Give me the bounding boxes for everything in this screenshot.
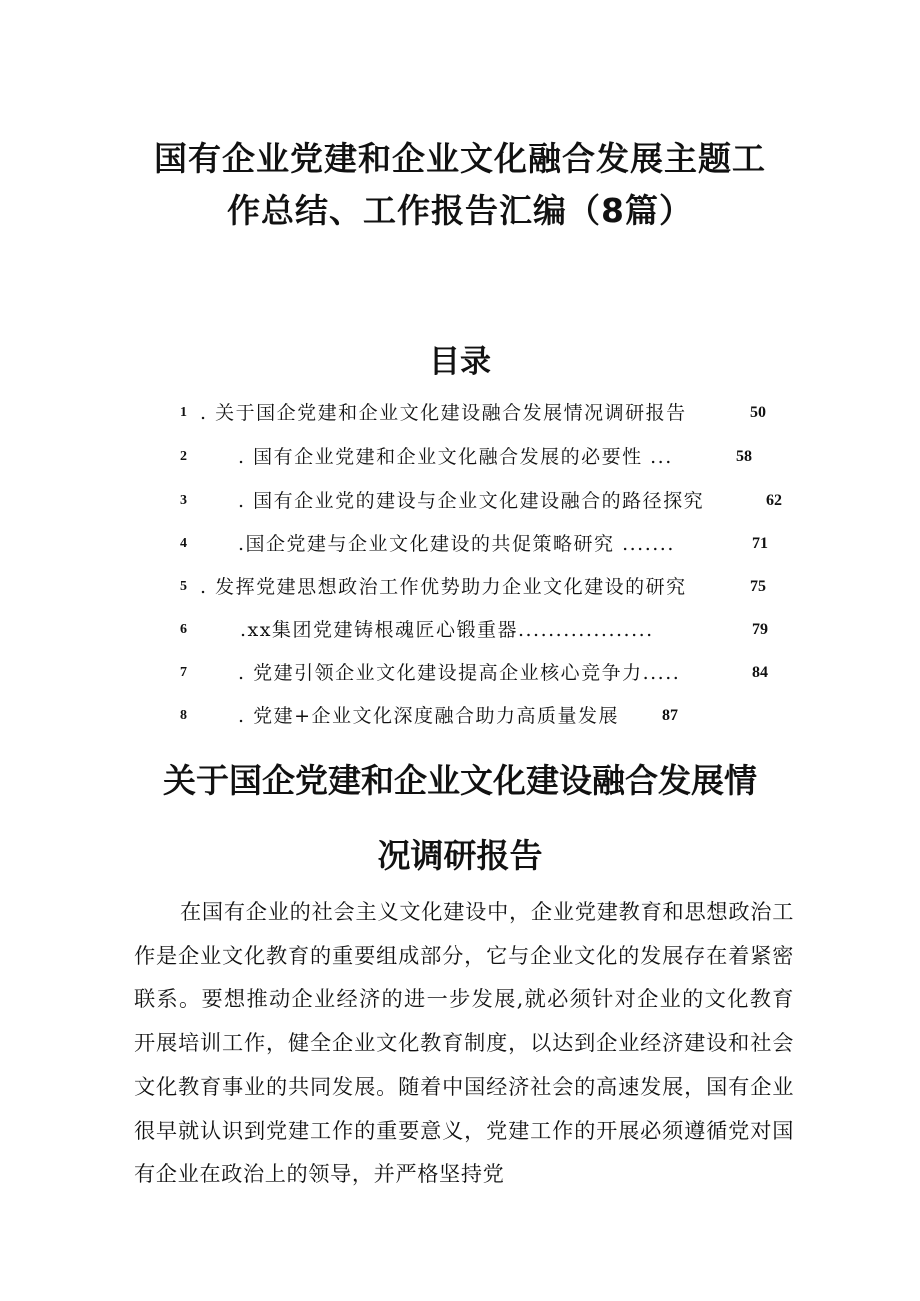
document-title-line-1: 国有企业党建和企业文化融合发展主题工 bbox=[154, 139, 766, 178]
body-paragraph: 在国有企业的社会主义文化建设中，企业党建教育和思想政治工作是企业文化教育的重要组成部分，它与企业文化的发展存在着紧密联系。要想推动企业经济的进一步发展,就必须针对企业的文化教育开展培训工作，健全企业文化教育制度，以达到企业经济建设和社会文化教育事业的共同发展。随着中国经济社会的高速发展，国有企业很早就认识到党建工作的重要意义，党建工作的开展必须遵循党对国有企业在政治上的领导，并严格坚持党 bbox=[134, 899, 794, 1187]
toc-entry-page: 58 bbox=[736, 448, 752, 465]
toc-entry-page: 71 bbox=[752, 535, 768, 552]
section-title-line-2: 况调研报告 bbox=[377, 836, 543, 875]
toc-entry[interactable] bbox=[0, 572, 920, 602]
toc-heading: 目录 bbox=[429, 344, 491, 380]
toc-entry-number: 3 bbox=[180, 493, 187, 508]
toc-entry-title: . 国有企业党的建设与企业文化建设融合的路径探究 bbox=[238, 490, 705, 512]
toc-entry-page: 75 bbox=[750, 578, 766, 595]
toc-entry-page: 84 bbox=[752, 664, 768, 681]
toc-entry-title: . 发挥党建思想政治工作优势助力企业文化建设的研究 bbox=[200, 576, 687, 598]
toc-entry[interactable] bbox=[0, 615, 920, 645]
toc-entry-page: 79 bbox=[752, 621, 768, 638]
toc-entry-number: 1 bbox=[180, 405, 187, 420]
section-title-line-1: 关于国企党建和企业文化建设融合发展情 bbox=[163, 761, 757, 800]
toc-entry[interactable] bbox=[0, 398, 920, 428]
toc-entry-number: 8 bbox=[180, 708, 187, 723]
toc-entry[interactable] bbox=[0, 701, 920, 731]
toc-entry-title: . 关于国企党建和企业文化建设融合发展情况调研报告 bbox=[200, 402, 687, 424]
toc-entry-title: . 党建+企业文化深度融合助力高质量发展 bbox=[238, 705, 620, 727]
toc-entry-number: 7 bbox=[180, 665, 187, 680]
toc-entry-page: 62 bbox=[766, 492, 782, 509]
toc-entry-page: 87 bbox=[662, 707, 678, 724]
toc-entry[interactable] bbox=[0, 486, 920, 516]
toc-entry-number: 6 bbox=[180, 622, 187, 637]
toc-entry-title: .国企党建与企业文化建设的共促策略研究 ....... bbox=[238, 533, 675, 555]
document-title-line-2: 作总结、工作报告汇编（8篇） bbox=[227, 191, 693, 230]
toc-entry-title: . 党建引领企业文化建设提高企业核心竞争力..... bbox=[238, 662, 681, 684]
toc-entry-number: 5 bbox=[180, 579, 187, 594]
toc-entry-number: 2 bbox=[180, 449, 187, 464]
toc-entry-page: 50 bbox=[750, 404, 766, 421]
toc-entry[interactable] bbox=[0, 658, 920, 688]
toc-entry[interactable] bbox=[0, 529, 920, 559]
toc-entry-number: 4 bbox=[180, 536, 187, 551]
toc-entry-title: .xx集团党建铸根魂匠心锻重器.................. bbox=[240, 619, 654, 641]
toc-entry[interactable] bbox=[0, 442, 920, 472]
toc-entry-title: . 国有企业党建和企业文化融合发展的必要性 ... bbox=[238, 446, 673, 468]
